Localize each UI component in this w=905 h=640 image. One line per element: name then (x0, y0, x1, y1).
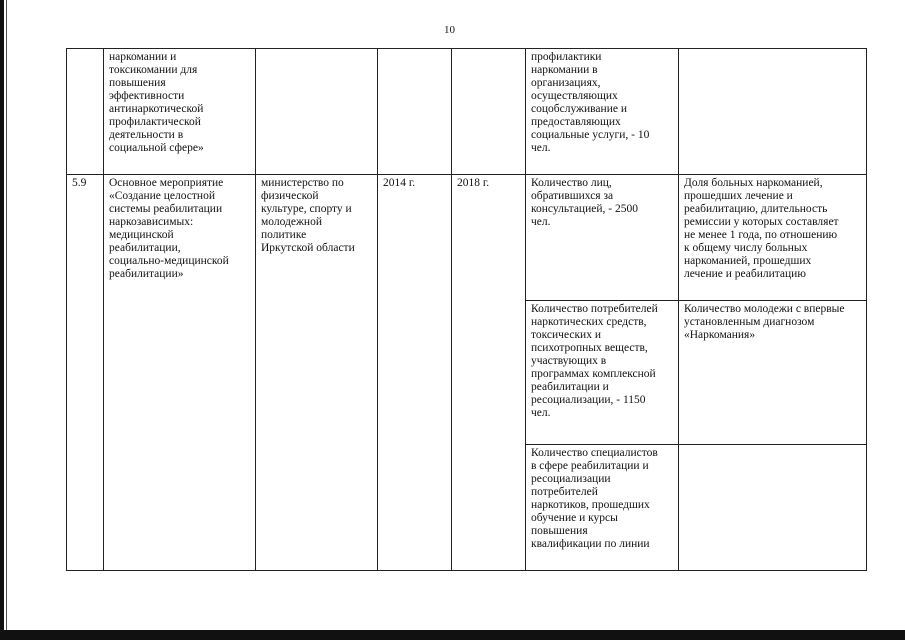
table-row-5-9-a (67, 175, 867, 301)
cell-executor-empty (256, 49, 378, 175)
cell-indicator-1: Количество лиц, обратившихся за консультацией, - 2500 чел. (526, 175, 679, 301)
cell-number: 5.9 (67, 175, 104, 571)
scan-edge-left (0, 0, 4, 640)
table-row-continued (67, 49, 867, 175)
cell-executor: министерство по физической культуре, спорту и молодежной политике Иркутской области (256, 175, 378, 571)
scan-edge-bottom (0, 630, 905, 640)
scan-edge-left-line (6, 0, 7, 640)
cell-number-empty (67, 49, 104, 175)
cell-start-year: 2014 г. (378, 175, 452, 571)
cell-start-empty (378, 49, 452, 175)
page-number: 10 (444, 24, 455, 36)
cell-target-empty (679, 49, 867, 175)
program-table (66, 48, 867, 571)
cell-indicator-continued: профилактики наркомании в организациях, осуществляющих соцобслуживание и предоставляющих социальные услуги, - 10 чел. (526, 49, 679, 175)
cell-indicator-2: Количество потребителей наркотических средств, токсических и психотропных веществ, участвующих в программах комплексной реабилитации и ресоциализации, - 1150 чел. (526, 301, 679, 445)
cell-target-1: Доля больных наркоманией, прошедших лечение и реабилитацию, длительность ремиссии у которых составляет не менее 1 года, по отношению к общему числу больных наркоманией, прошедших лечение и реабилитацию (679, 175, 867, 301)
cell-event-continued: наркомании и токсикомании для повышения эффективности антинаркотической профилактической деятельности в социальной сфере» (104, 49, 256, 175)
cell-indicator-3: Количество специалистов в сфере реабилитации и ресоциализации потребителей наркотиков, прошедших обучение и курсы повышения квалификации по линии (526, 445, 679, 571)
cell-end-year: 2018 г. (452, 175, 526, 571)
cell-event: Основное мероприятие «Создание целостной системы реабилитации наркозависимых: медицинской реабилитации, социально-медицинской реабилитации» (104, 175, 256, 571)
cell-target-3 (679, 445, 867, 571)
cell-target-2: Количество молодежи с впервые установленным диагнозом «Наркомания» (679, 301, 867, 445)
cell-end-empty (452, 49, 526, 175)
